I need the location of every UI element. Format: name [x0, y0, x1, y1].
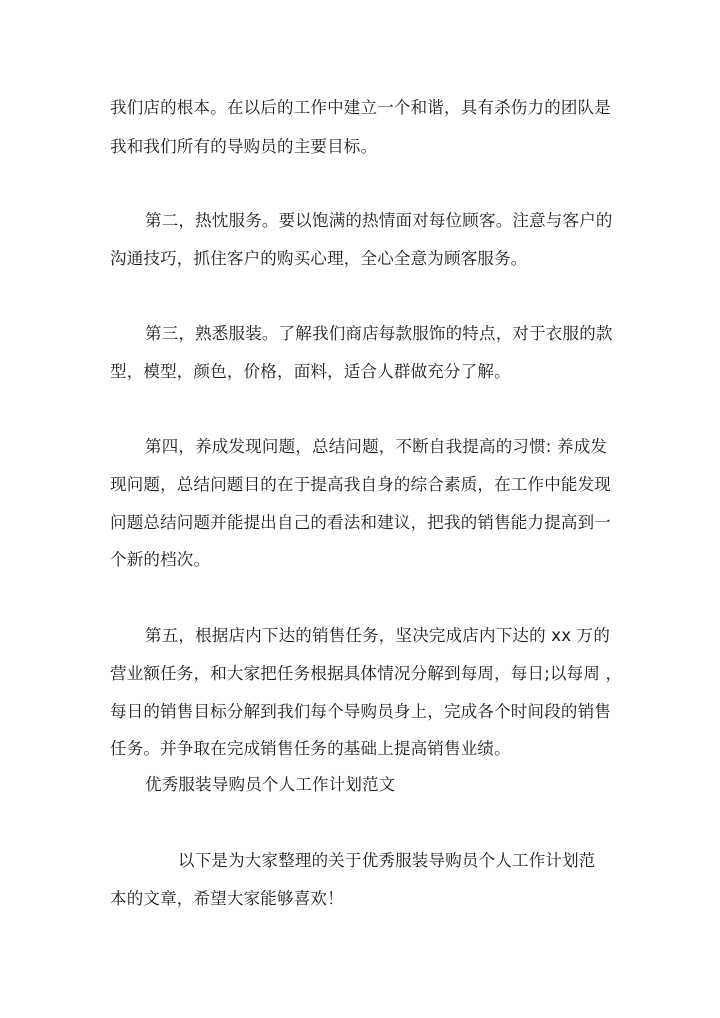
paragraph-3-line-1: 第三，熟悉服装。了解我们商店每款服饰的特点，对于衣服的款 — [145, 324, 613, 343]
paragraph-3-line-2: 型，模型，颜色，价格，面料，适合人群做充分了解。 — [110, 362, 511, 381]
paragraph-2-line-2: 沟通技巧，抓住客户的购买心理，全心全意为顾客服务。 — [110, 249, 528, 268]
article-title: 优秀服装导购员个人工作计划范文 — [145, 775, 396, 794]
paragraph-1-line-1: 我们店的根本。在以后的工作中建立一个和谐，具有杀伤力的团队是 — [110, 98, 611, 117]
intro-line-2: 本的文章，希望大家能够喜欢！ — [110, 889, 344, 908]
paragraph-5-line-2: 营业额任务，和大家把任务根据具体情况分解到每周，每日;以每周 ， — [110, 664, 623, 683]
paragraph-2-line-1: 第二，热忱服务。要以饱满的热情面对每位顾客。注意与客户的 — [145, 211, 613, 230]
paragraph-1-line-2: 我和我们所有的导购员的主要目标。 — [110, 137, 378, 156]
paragraph-4-line-3: 问题总结问题并能提出自己的看法和建议，把我的销售能力提高到一 — [110, 513, 611, 532]
paragraph-5-line-3: 每日的销售目标分解到我们每个导购员身上，完成各个时间段的销售 — [110, 702, 611, 721]
paragraph-4-line-4: 个新的档次。 — [110, 550, 211, 569]
intro-line-1: 以下是为大家整理的关于优秀服装导购员个人工作计划范 — [178, 851, 596, 870]
paragraph-4-line-2: 现问题，总结问题目的在于提高我自身的综合素质，在工作中能发现 — [110, 475, 611, 494]
paragraph-5-line-4: 任务。并争取在完成销售任务的基础上提高销售业绩。 — [110, 739, 511, 758]
paragraph-5-line-1: 第五，根据店内下达的销售任务，坚决完成店内下达的 xx 万的 — [145, 626, 611, 645]
paragraph-4-line-1: 第四，养成发现问题，总结问题，不断自我提高的习惯: 养成发 — [145, 437, 608, 456]
